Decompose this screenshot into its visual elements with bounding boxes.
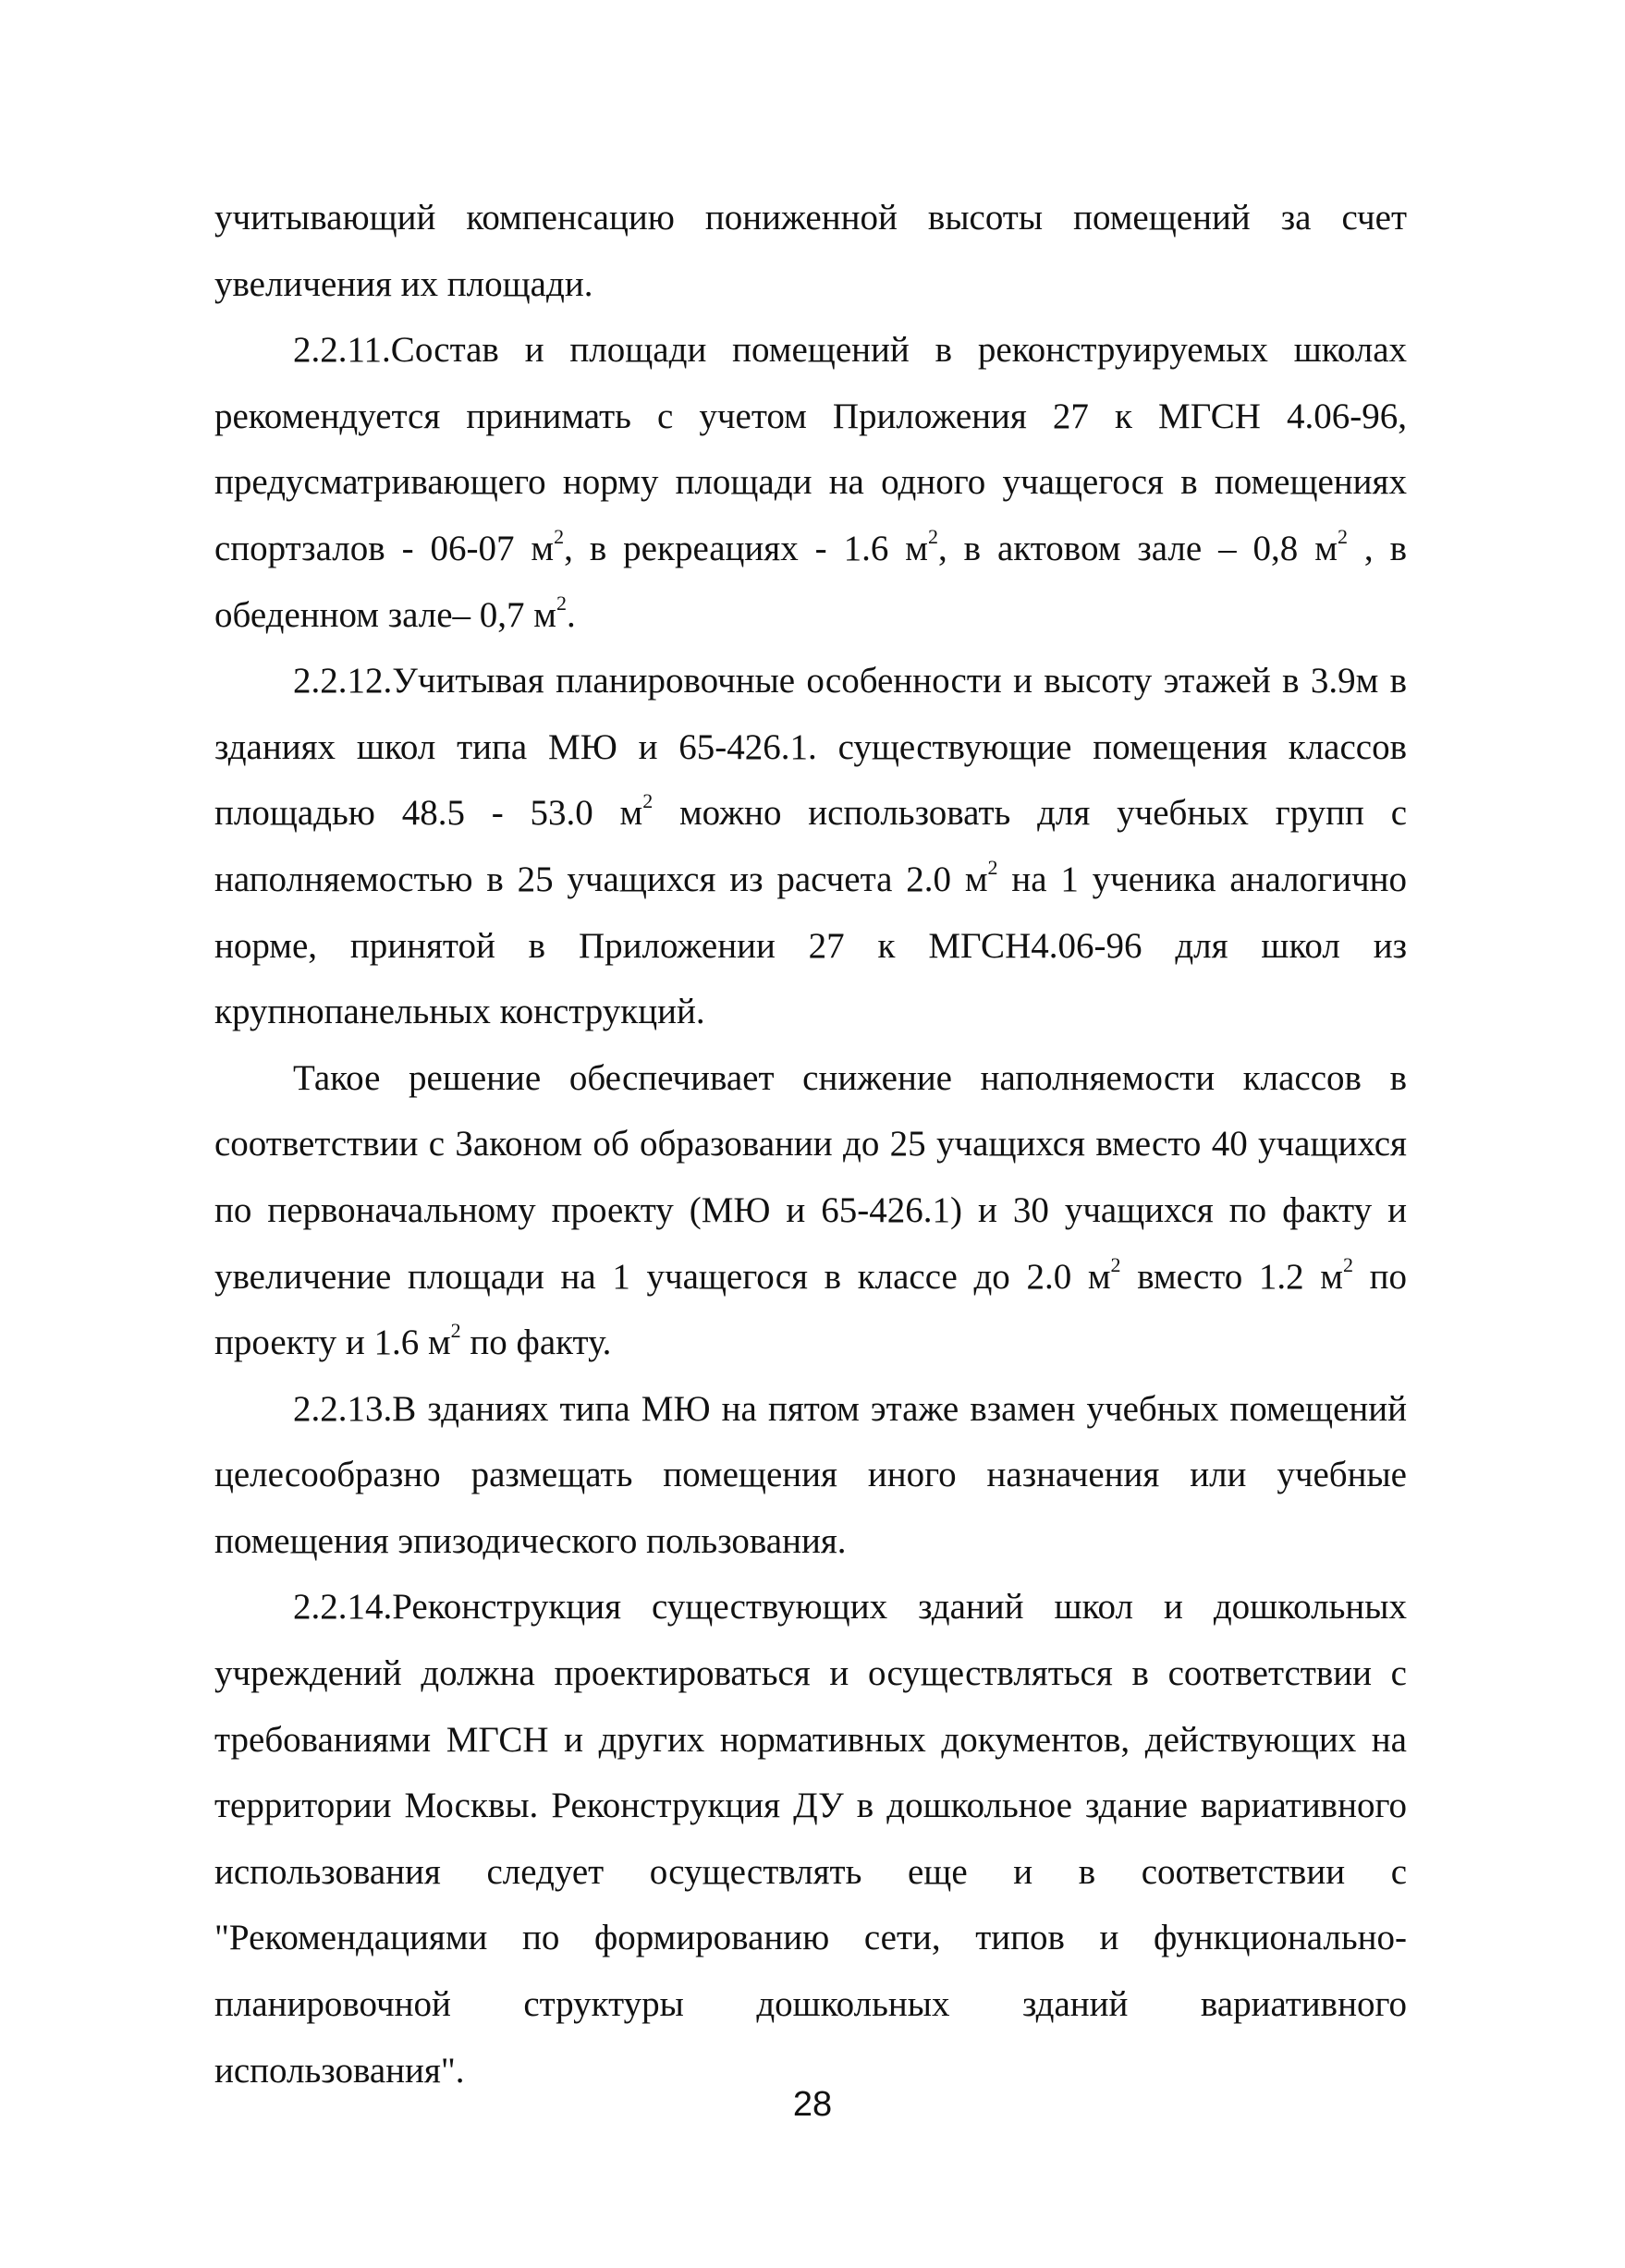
paragraph [214, 185, 1407, 317]
text-run: Такое решение обеспечивает снижение наполняемости классов в соответствии с Законом об образовании до 25 учащихся вместо 40 учащихся по первоначальному проекту (МЮ и 65-426.1) и 30 учащихся по факту и увеличение площади на 1 учащегося в классе до 2.0 м [214, 1057, 1407, 1297]
superscript: 2 [1342, 1252, 1353, 1276]
superscript: 2 [927, 524, 938, 548]
paragraph-2-2-13 [214, 1376, 1407, 1575]
text-run: 2.2.11.Состав и площади помещений в реконструируемых школах рекомендуется принимать с учетом Приложения 27 к МГСН 4.06-96, предусматривающего норму площади на одного учащегося в помещениях спортзалов - 06-07 м [214, 330, 1407, 568]
text-run: вместо 1.2 м [1120, 1256, 1343, 1297]
paragraph-2-2-11 [214, 317, 1407, 648]
superscript: 2 [554, 524, 565, 548]
text-run: . [566, 594, 576, 635]
superscript: 2 [642, 789, 654, 813]
document-body [214, 185, 1407, 2103]
text-run: учитывающий компенсацию пониженной высоты помещений за счет увеличения их площади. [214, 198, 1407, 304]
superscript: 2 [1110, 1252, 1121, 1276]
paragraph-2-2-14 [214, 1574, 1407, 2103]
text-run: , в обеденном зале– 0,7 м [214, 528, 1407, 635]
text-run: по факту. [460, 1323, 612, 1363]
text-run: 2.2.13.В зданиях типа МЮ на пятом этаже взамен учебных помещений целесообразно размещать помещения иного назначения или учебные помещения эпизодического пользования. [214, 1388, 1407, 1561]
superscript: 2 [1337, 524, 1348, 548]
text-run: , в рекреациях - 1.6 м [564, 528, 928, 568]
text-run: можно использовать для учебных групп с наполняемостью в 25 учащихся из расчета 2.0 м [214, 793, 1408, 899]
page-number: 28 [792, 2085, 833, 2124]
superscript: 2 [556, 591, 567, 615]
text-run: по проекту и 1.6 м [214, 1256, 1408, 1363]
text-run: 2.2.14.Реконструкция существующих зданий школ и дошкольных учреждений должна проектироваться и осуществляться в соответствии с требованиями МГСН и других нормативных документов, действующих на территории Москвы. Реконструкция ДУ в дошкольное здание вариативного использования следует осуществлять еще и в соответствии с "Рекомендациями по формированию сети, типов и функционально-планировочной структуры дошкольных зданий вариативного использования". [214, 1587, 1407, 2091]
superscript: 2 [450, 1319, 461, 1343]
superscript: 2 [987, 855, 998, 879]
paragraph [214, 1045, 1407, 1376]
text-run: , в актовом зале – 0,8 м [937, 528, 1338, 568]
text-run: 2.2.12.Учитывая планировочные особенности и высоту этажей в 3.9м в зданиях школ типа МЮ и 65-426.1. существующие помещения классов площадью 48.5 - 53.0 м [214, 661, 1407, 834]
paragraph-2-2-12 [214, 648, 1407, 1045]
text-run: на 1 ученика аналогично норме, принятой в Приложении 27 к МГСН4.06-96 для школ из крупнопанельных конструкций. [214, 859, 1407, 1032]
